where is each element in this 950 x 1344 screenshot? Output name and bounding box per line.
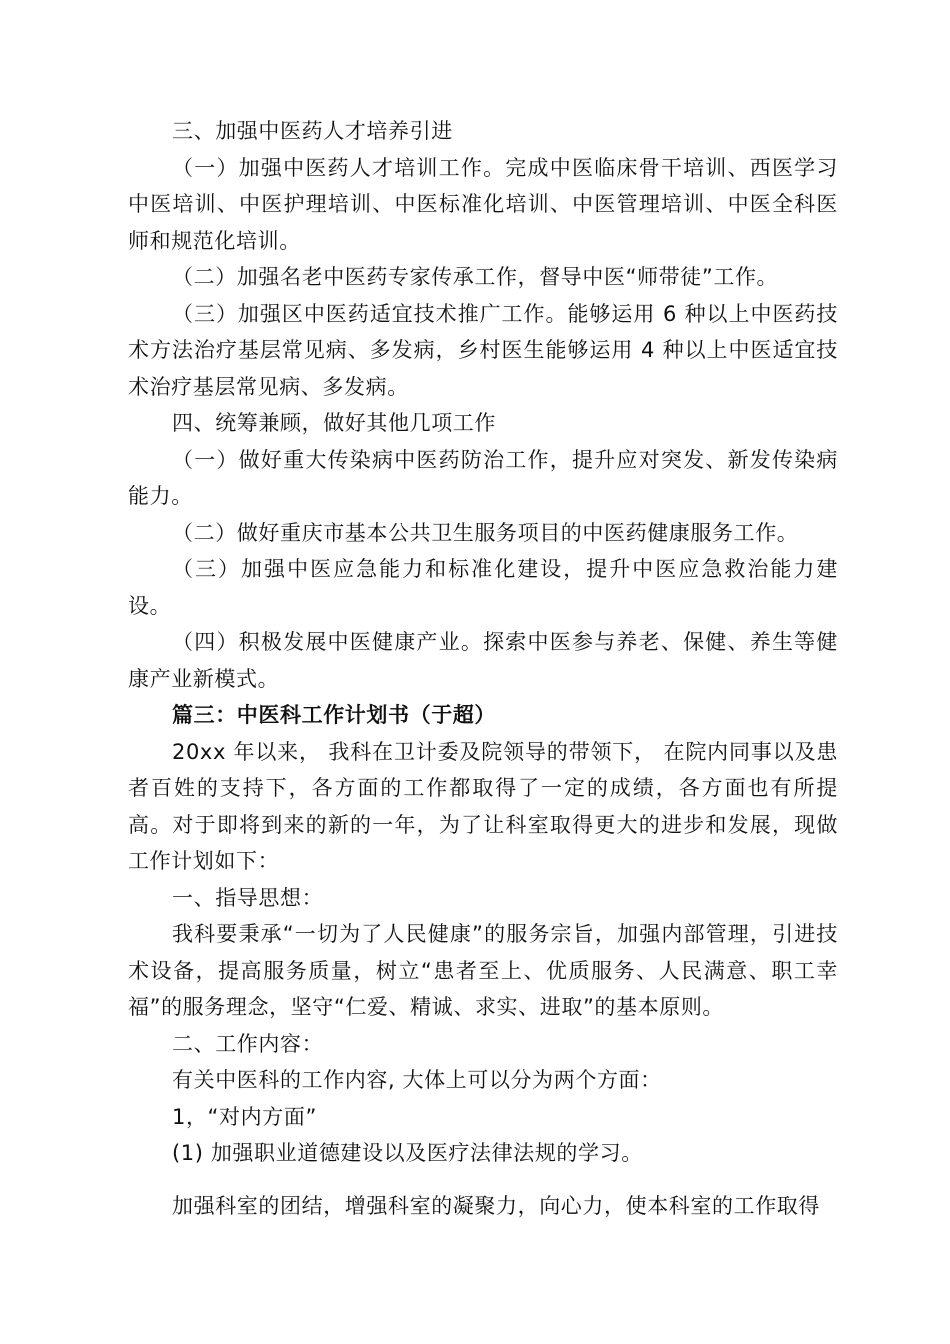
paragraph-guiding-ideology-heading: 一、指导思想： <box>172 885 324 910</box>
paragraph-master-inheritance: （二）加强名老中医药专家传承工作，督导中医“师带徒”工作。 <box>172 265 779 289</box>
paragraph-emergency-capacity: （三）加强中医应急能力和标准化建设，提升中医应急救治能力建设。 <box>128 557 838 618</box>
paragraph-introduction: 20xx 年以来， 我科在卫计委及院领导的带领下， 在院内同事以及患者百姓的支持下，各方面的工作都取得了一定的成绩，各方面也有所提高。对于即将到来的新的一年，为了让科室取得更大的进步和发展，现做工作计划如下： <box>128 739 838 873</box>
paragraph-talent-training: （一）加强中医药人才培训工作。完成中医临床骨干培训、西医学习中医培训、中医护理培训、中医标准化培训、中医管理培训、中医全科医师和规范化培训。 <box>128 155 838 253</box>
paragraph-public-health: （二）做好重庆市基本公共卫生服务项目的中医药健康服务工作。 <box>172 520 799 545</box>
paragraph-guiding-ideology: 我科要秉承“一切为了人民健康”的服务宗旨，加强内部管理，引进技术设备，提高服务质量，树立“患者至上、优质服务、人民满意、职工幸福”的服务理念，坚守“仁爱、精诚、求实、进取”的基本原则。 <box>128 922 838 1019</box>
paragraph-health-industry: （四）积极发展中医健康产业。探索中医参与养老、保健、养生等健康产业新模式。 <box>128 630 838 691</box>
document-body <box>0 113 950 1224</box>
paragraph-section-four-heading: 四、统筹兼顾，做好其他几项工作 <box>172 411 496 435</box>
paragraph-ethics-study: (1) 加强职业道德建设以及医疗法律法规的学习。 <box>172 1141 643 1165</box>
paragraph-technique-promotion: （三）加强区中医药适宜技术推广工作。能够运用 6 种以上中医药技术方法治疗基层常见病、多发病，乡村医生能够运用 4 种以上中医适宜技术治疗基层常见病、多发病。 <box>128 301 838 399</box>
chapter-three-title: 篇三：中医科工作计划书（于超） <box>172 703 496 727</box>
paragraph-internal-aspect: 1，“对内方面” <box>172 1104 317 1129</box>
paragraph-work-content-intro: 有关中医科的工作内容, 大体上可以分为两个方面： <box>172 1068 662 1092</box>
paragraph-section-three-heading: 三、加强中医药人才培养引进 <box>172 119 453 143</box>
paragraph-team-unity: 加强科室的团结，增强科室的凝聚力，向心力，使本科室的工作取得 <box>172 1193 820 1218</box>
paragraph-epidemic-prevention: （一）做好重大传染病中医药防治工作，提升应对突发、新发传染病能力。 <box>128 447 838 508</box>
paragraph-work-content-heading: 二、工作内容： <box>172 1031 324 1056</box>
